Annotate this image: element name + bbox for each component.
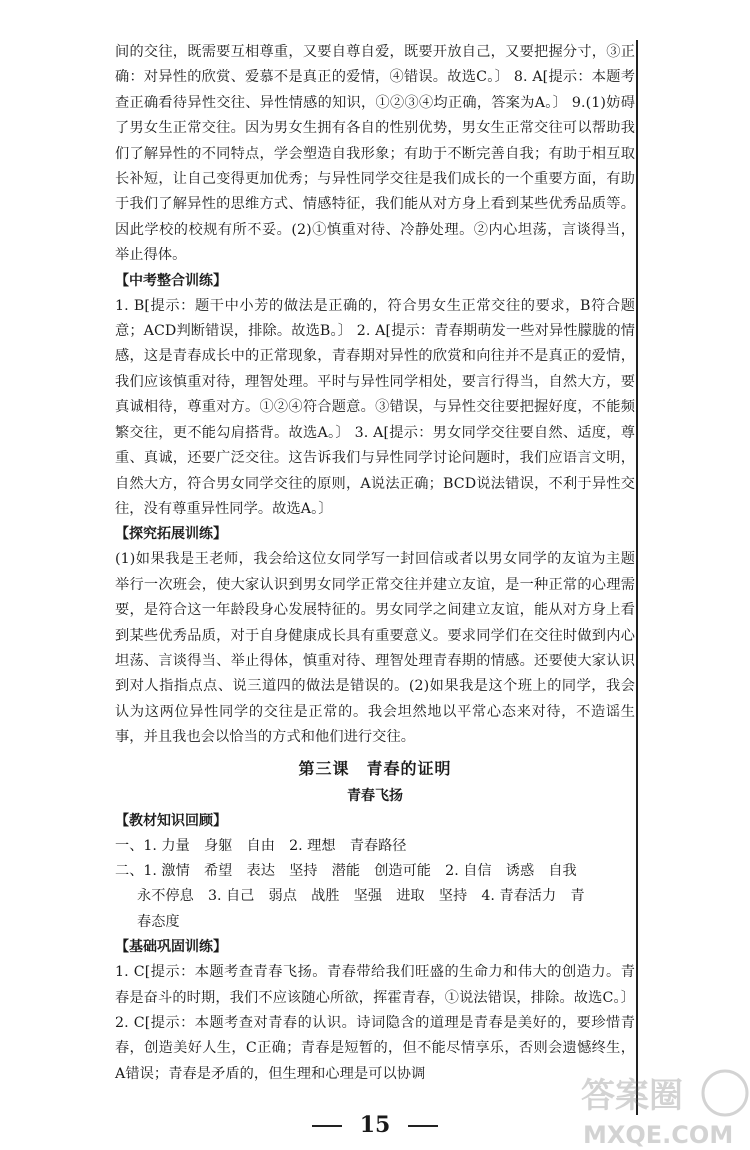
review-line-1: 一、1. 力量 身躯 自由 2. 理想 青春路径 [115,837,407,854]
content-column [115,40,635,1087]
section-text-basic: 1. C[提示：本题考查青春飞扬。青春带给我们旺盛的生命力和伟大的创造力。青春是奋斗的时期，我们不应该随心所欲，挥霍青春，①说法错误，排除。故选C。〕 2. C[提示：本题考查对青春的认识。诗词隐含的道理是青春是美好的，要珍惜青春，创造美好人生，C正确；青春是短暂的，但不能尽情享乐，否则会遗憾终生，A错误；青春是矛盾的，但生理和心理是可以协调 [115,964,635,1082]
section-heading-explore: 【探究拓展训练】 [115,526,227,543]
section-text-exam: 1. B[提示：题干中小芳的做法是正确的，符合男女生正常交往的要求，B符合题意；ACD判断错误，排除。故选B。〕 2. A[提示：青春期萌发一些对异性朦胧的情感，这是青春成长中的正常现象，青春期对异性的欣赏和向往并不是真正的爱情，我们应该慎重对待，理智处理。平时与异性同学相处，要言行得当，自然大方，要真诚相待，尊重对方。①②④符合题意。③错误，与异性交往要把握好度，不能频繁交往，更不能勾肩搭背。故选A。〕 3. A[提示：男女同学交往要自然、适度，尊重、真诚，还要广泛交往。这告诉我们与异性同学讨论问题时，我们应语言文明，自然大方，符合男女同学交往的原则，A说法正确；BCD说法错误，不利于异性交往，没有尊重异性同学。故选A。〕 [115,297,635,517]
section-heading-review: 【教材知识回顾】 [115,812,227,829]
review-line-2: 二、1. 激情 希望 表达 坚持 潜能 创造可能 2. 自信 诱惑 自我 [115,862,577,879]
column-rule [636,40,638,1115]
lesson-title: 第三课 青春的证明 [298,758,452,778]
watermark-circle [703,1071,747,1115]
continued-answer-paragraph: 间的交往，既需要互相尊重，又要自尊自爱，既要开放自己，又要把握分寸，③正确：对异性的欣赏、爱慕不是真正的爱情，④错误。故选C。〕 8. A[提示：本题考查正确看待异性交往、异性情感的知识，①②③④均正确，答案为A。〕 9.(1)妨碍了男女生正常交往。因为男女生拥有各自的性别优势，男女生正常交往可以帮助我们了解异性的不同特点，学会塑造自我形象；有助于不断完善自我；有助于相互取长补短，让自己变得更加优秀；与异性同学交往是我们成长的一个重要方面，有助于我们了解异性的思维方式、情感特征，我们能从对方身上看到某些优秀品质等。因此学校的校规有所不妥。(2)①慎重对待、冷静处理。②内心坦荡，言谈得当，举止得体。 [115,44,635,264]
page-number-dash-left [312,1125,342,1127]
page-number-value: 15 [359,1112,391,1138]
page-number [0,1112,750,1138]
section-heading-exam: 【中考整合训练】 [115,272,227,289]
section-heading-basic: 【基础巩固训练】 [115,939,227,956]
review-line-4: 春态度 [137,913,180,930]
lesson-subtitle: 青春飞扬 [347,787,403,804]
watermark-text-top: 答案圈 [581,1076,683,1116]
watermark-text-bottom: MXQE.COM [583,1121,734,1149]
page-number-dash-right [408,1125,438,1127]
review-line-3: 永不停息 3. 自己 弱点 战胜 坚强 进取 坚持 4. 青春活力 青 [137,888,585,905]
section-text-explore: (1)如果我是王老师，我会给这位女同学写一封回信或者以男女同学的友谊为主题举行一次班会，使大家认识到男女同学正常交往并建立友谊，是一种正常的心理需要，是符合这一年龄段身心发展特征的。男女同学之间建立友谊，能从对方身上看到某些优秀品质，对于自身健康成长具有重要意义。要求同学们在交往时做到内心坦荡、言谈得当、举止得体，慎重对待、理智处理青春期的情感。还要使大家认识到对人指指点点、说三道四的做法是错误的。(2)如果我是这个班上的同学，我会认为这两位异性同学的交往是正常的。我会坦然地以平常心态来对待，不造谣生事，并且我也会以恰当的方式和他们进行交往。 [115,551,635,746]
